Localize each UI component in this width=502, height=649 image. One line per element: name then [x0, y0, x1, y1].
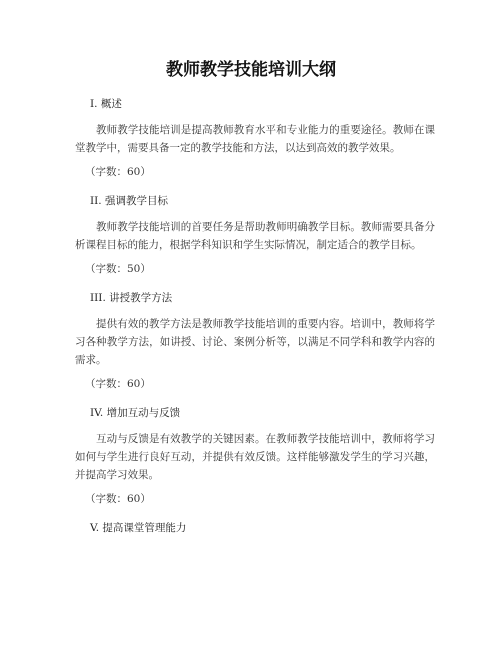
- word-count: （字数：60）: [85, 166, 151, 178]
- section-overview: [75, 97, 435, 179]
- section-heading: III. 讲授教学方法: [90, 292, 173, 304]
- section-heading: V. 提高课堂管理能力: [90, 522, 187, 534]
- word-count: （字数：60）: [85, 493, 151, 505]
- section-heading: IV. 增加互动与反馈: [90, 407, 181, 419]
- document-body: [75, 97, 435, 545]
- section-teaching-goals: [75, 194, 435, 276]
- section-paragraph: 教师教学技能培训的首要任务是帮助教师明确教学目标。教师需要具备分析课程目标的能力，根据学科知识和学生实际情况，制定适合的教学目标。: [75, 221, 435, 251]
- section-classroom-management: [75, 521, 435, 535]
- section-paragraph: 教师教学技能培训是提高教师教育水平和专业能力的重要途径。教师在课堂教学中，需要具备一定的教学技能和方法，以达到高效的教学效果。: [75, 124, 435, 154]
- word-count: （字数：50）: [85, 263, 151, 275]
- section-paragraph: 互动与反馈是有效教学的关键因素。在教师教学技能培训中，教师将学习如何与学生进行良好互动，并提供有效反馈。这样能够激发学生的学习兴趣，并提高学习效果。: [75, 433, 435, 481]
- section-heading: II. 强调教学目标: [90, 195, 168, 207]
- section-heading: I. 概述: [90, 98, 122, 110]
- document-title: 教师教学技能培训大纲: [166, 60, 336, 80]
- section-paragraph: 提供有效的教学方法是教师教学技能培训的重要内容。培训中，教师将学习各种教学方法，如讲授、讨论、案例分析等，以满足不同学科和教学内容的需求。: [75, 318, 435, 366]
- word-count: （字数：60）: [85, 378, 151, 390]
- section-interaction-feedback: [75, 406, 435, 506]
- section-teaching-methods: [75, 291, 435, 391]
